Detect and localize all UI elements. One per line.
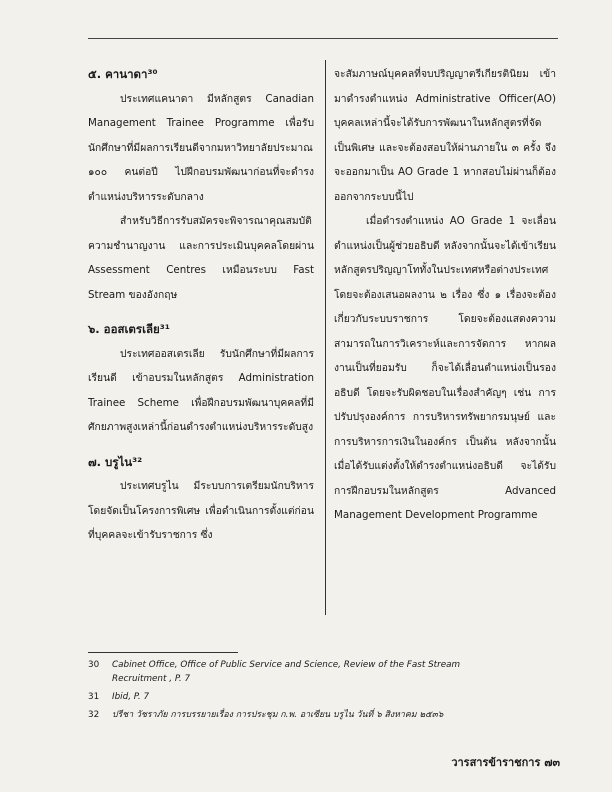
right-column (334, 62, 556, 528)
paragraph: ประเทศออสเตรเลีย รับนักศึกษาที่มีผลการเรียนดี เข้าอบรมในหลักสูตร Administration Trainee Scheme เพื่อฝึกอบรมพัฒนาบุคคลที่มีศักยภาพสูงเหล่านี้ก่อนดำรงตำแหน่งบริหารระดับสูง (88, 347, 314, 433)
paragraph: ประเทศบรูไน มีระบบการเตรียมนักบริหารโดยจัดเป็นโครงการพิเศษ เพื่อดำเนินการตั้งแต่ก่อนที่บุคคลจะเข้ารับราชการ ซึ่ง (88, 480, 314, 541)
footnote-item (88, 708, 558, 722)
footnote-text: Recruitment , P. 7 (112, 674, 191, 684)
footnote-text: ปรีชา วัชราภัย การบรรยายเรื่อง การประชุม ก.พ. อาเซียน บรูไน วันที่ ๖ สิงหาคม ๒๕๓๖ (112, 710, 444, 720)
paragraph: เมื่อดำรงตำแหน่ง AO Grade 1 จะเลื่อนตำแหน่งเป็นผู้ช่วยอธิบดี หลังจากนั้นจะได้เข้าเรียนหลักสูตรปริญญาโททั้งในประเทศหรือต่างประเทศ โดยจะต้องเสนอผลงาน ๒ เรื่อง ซึ่ง ๑ เรื่องจะต้องเกี่ยวกับระบบราชการ โดยจะต้องแสดงความสามารถในการวิเคราะห์และการจัดการ หากผลงานเป็นที่ยอมรับ ก็จะได้เลื่อนตำแหน่งเป็นรองอธิบดี โดยจะรับผิดชอบในเรื่องสำคัญๆ เช่น การปรับปรุงองค์การ การบริหารทรัพยากรมนุษย์ และการบริหารการเงินในองค์กร เป็นต้น หลังจากนั้น เมื่อได้รับแต่งตั้งให้ดำรงตำแหน่งอธิบดี จะได้รับการฝึกอบรมในหลักสูตร Advanced Management Development Programme (334, 215, 556, 521)
column-divider (325, 60, 326, 615)
footnote-text: Ibid, P. 7 (112, 692, 150, 702)
footnote-number: 30 (88, 660, 100, 670)
section-heading-canada: ๕. คานาดา³⁰ (88, 67, 158, 81)
footnote-item (88, 658, 558, 686)
section-heading-australia: ๖. ออสเตรเลีย³¹ (88, 322, 170, 336)
section-heading-brunei: ๗. บรูไน³² (88, 454, 143, 469)
footnote-text: Cabinet Office, Office of Public Service and Science, Review of the Fast Stream (112, 660, 461, 670)
paragraph: สำหรับวิธีการรับสมัครจะพิจารณาคุณสมบัติ ความชำนาญงาน และการประเมินบุคคลโดยผ่าน Assessment Centres เหมือนระบบ Fast Stream ของอังกฤษ (88, 215, 314, 301)
paragraph: จะสัมภาษณ์บุคคลที่จบปริญญาตรีเกียรตินิยม เข้ามาดำรงตำแหน่ง Administrative Officer(AO) บุคคลเหล่านี้จะได้รับการพัฒนาในหลักสูตรที่จัดเป็นพิเศษ และจะต้องสอบให้ผ่านภายใน ๓ ครั้ง จึงจะออกมาเป็น AO Grade 1 หากสอบไม่ผ่านก็ต้องออกจากระบบนี้ไป (334, 68, 556, 203)
footnote-item (88, 690, 558, 704)
footnote-rule (88, 652, 238, 653)
footnotes (88, 658, 558, 726)
journal-footer: วารสารข้าราชการ ๗๓ (451, 756, 560, 769)
footnote-number: 31 (88, 692, 100, 702)
footnote-number: 32 (88, 710, 100, 720)
header-rule (88, 38, 558, 39)
left-column (88, 62, 314, 548)
paragraph: ประเทศแคนาดา มีหลักสูตร Canadian Management Trainee Programme เพื่อรับนักศึกษาที่มีผลการเรียนดีจากมหาวิทยาลัยประมาณ ๑๐๐ คนต่อปี ไปฝึกอบรมพัฒนาก่อนที่จะดำรงตำแหน่งบริหารระดับกลาง (88, 92, 314, 203)
